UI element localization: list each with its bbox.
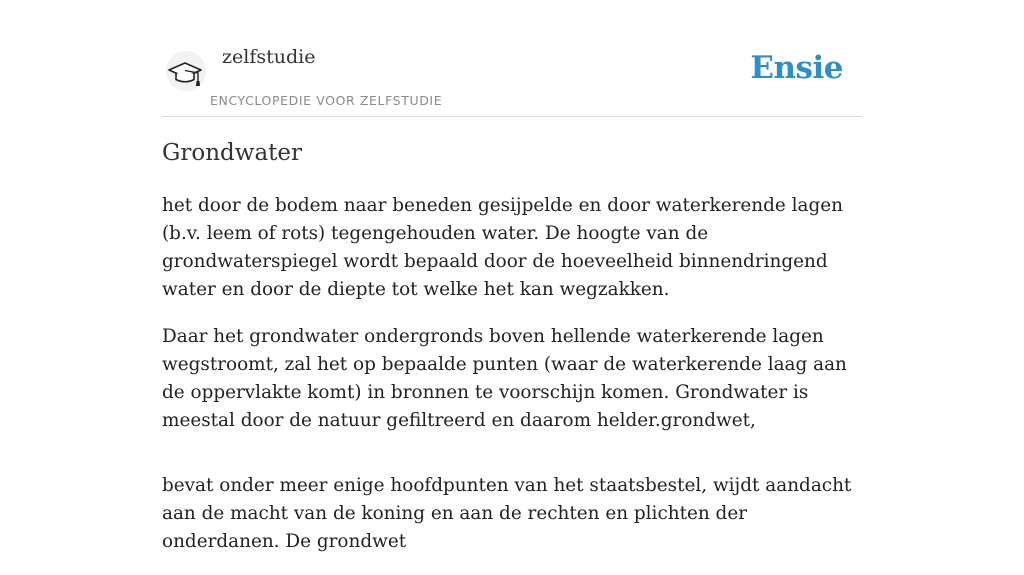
site-tagline: ENCYCLOPEDIE VOOR ZELFSTUDIE xyxy=(210,93,443,108)
ensie-brand-link[interactable]: Ensie xyxy=(750,50,843,86)
article-title: Grondwater xyxy=(162,140,302,166)
article-paragraph: Daar het grondwater ondergronds boven hellende waterkerende lagen wegstroomt, zal het op bepaalde punten (waar de waterkerende laag aan de oppervlakte komt) in bronnen te voorschijn komen. Grondwater is meestal door de natuur gefiltreerd en daarom helder.grondwet, xyxy=(162,326,847,431)
graduation-cap-icon[interactable] xyxy=(165,50,207,92)
article-paragraph: bevat onder meer enige hoofdpunten van het staatsbestel, wijdt aandacht aan de macht van de koning en aan de rechten en plichten der onderdanen. De grondwet xyxy=(162,475,852,552)
page-container xyxy=(162,0,862,552)
site-header xyxy=(162,0,862,117)
article-body xyxy=(162,192,862,575)
site-name-link[interactable]: zelfstudie xyxy=(222,46,316,68)
article-paragraph: het door de bodem naar beneden gesijpelde en door waterkerende lagen (b.v. leem of rots) tegengehouden water. De hoogte van de grondwaterspiegel wordt bepaald door de hoeveelheid binnendringend water en door de diepte tot welke het kan wegzakken. xyxy=(162,195,843,300)
